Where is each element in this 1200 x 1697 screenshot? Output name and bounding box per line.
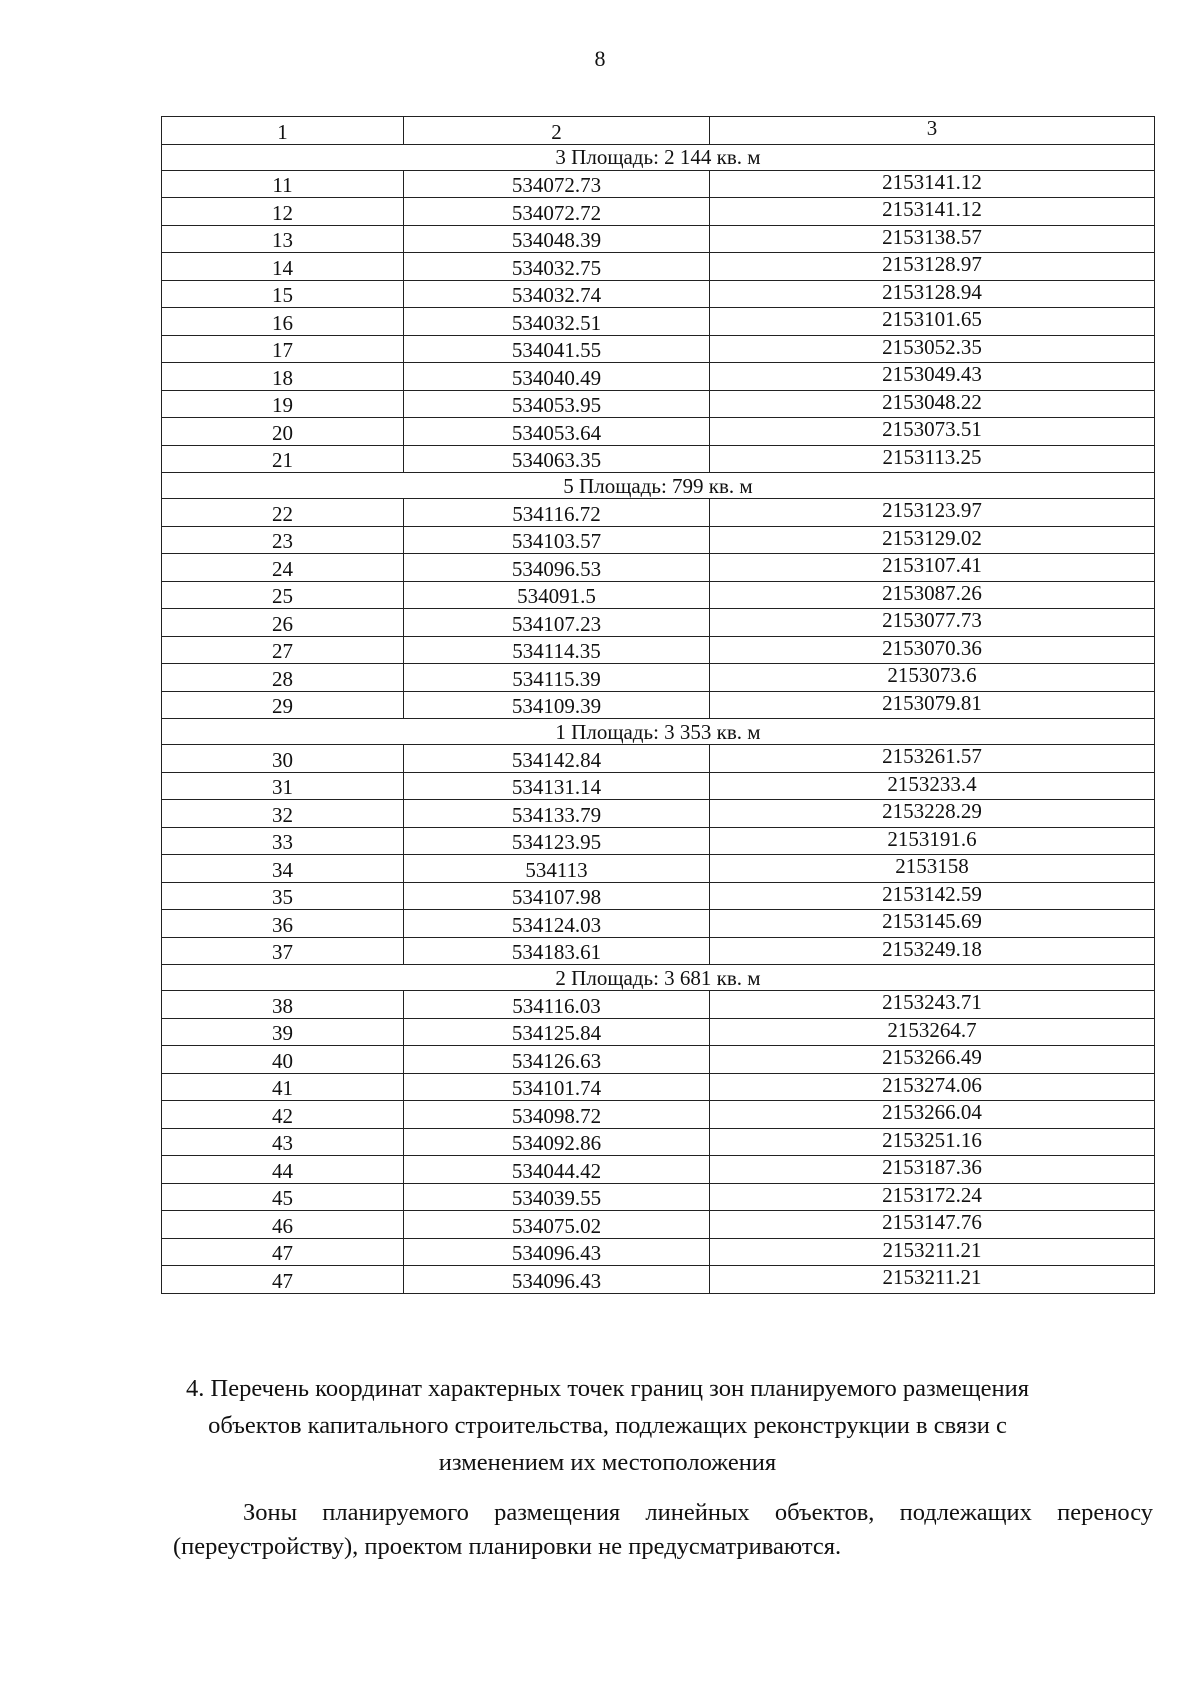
table-row <box>162 225 1155 253</box>
table-row <box>162 198 1155 226</box>
y-coordinate-cell: 2153048.22 <box>710 390 1155 418</box>
table-row <box>162 1211 1155 1239</box>
table-row <box>162 772 1155 800</box>
table-row <box>162 526 1155 554</box>
point-number-cell: 21 <box>162 445 404 473</box>
y-coordinate-cell: 2153141.12 <box>710 170 1155 198</box>
x-coordinate-cell: 534133.79 <box>404 800 710 828</box>
section-title: 5 Площадь: 799 кв. м <box>162 473 1155 499</box>
x-coordinate-cell: 534101.74 <box>404 1073 710 1101</box>
x-coordinate-cell: 534048.39 <box>404 225 710 253</box>
y-coordinate-cell: 2153266.49 <box>710 1046 1155 1074</box>
table-row <box>162 499 1155 527</box>
table-row <box>162 1183 1155 1211</box>
table-row <box>162 910 1155 938</box>
x-coordinate-cell: 534109.39 <box>404 691 710 719</box>
table-row <box>162 418 1155 446</box>
y-coordinate-cell: 2153249.18 <box>710 937 1155 965</box>
table-row <box>162 390 1155 418</box>
y-coordinate-cell: 2153077.73 <box>710 609 1155 637</box>
table-row <box>162 1018 1155 1046</box>
x-coordinate-cell: 534096.43 <box>404 1266 710 1294</box>
x-coordinate-cell: 534072.73 <box>404 170 710 198</box>
y-coordinate-cell: 2153129.02 <box>710 526 1155 554</box>
table-header-row <box>162 117 1155 145</box>
x-coordinate-cell: 534032.75 <box>404 253 710 281</box>
table-row <box>162 827 1155 855</box>
table-row <box>162 1266 1155 1294</box>
body-paragraph: Зоны планируемого размещения линейных объектов, подлежащих переносу (переустройству), проектом планировки не предусматриваются. <box>173 1499 1153 1560</box>
point-number-cell: 39 <box>162 1018 404 1046</box>
point-number-cell: 22 <box>162 499 404 527</box>
x-coordinate-cell: 534131.14 <box>404 772 710 800</box>
y-coordinate-cell: 2153079.81 <box>710 691 1155 719</box>
point-number-cell: 43 <box>162 1128 404 1156</box>
x-coordinate-cell: 534116.03 <box>404 991 710 1019</box>
y-coordinate-cell: 2153158 <box>710 855 1155 883</box>
y-coordinate-cell: 2153172.24 <box>710 1183 1155 1211</box>
table-row <box>162 1073 1155 1101</box>
point-number-cell: 31 <box>162 772 404 800</box>
table-row <box>162 581 1155 609</box>
x-coordinate-cell: 534075.02 <box>404 1211 710 1239</box>
y-coordinate-cell: 2153052.35 <box>710 335 1155 363</box>
x-coordinate-cell: 534072.72 <box>404 198 710 226</box>
table-row <box>162 855 1155 883</box>
table-row <box>162 363 1155 391</box>
x-coordinate-cell: 534124.03 <box>404 910 710 938</box>
section-heading: 4. Перечень координат характерных точек границ зон планируемого размещения объектов капитального строительства, подлежащих реконструкции в связи с изменением их местоположения <box>186 1375 1029 1476</box>
point-number-cell: 35 <box>162 882 404 910</box>
y-coordinate-cell: 2153233.4 <box>710 772 1155 800</box>
table-row <box>162 664 1155 692</box>
table-row <box>162 253 1155 281</box>
table-row <box>162 335 1155 363</box>
table-row <box>162 170 1155 198</box>
point-number-cell: 15 <box>162 280 404 308</box>
x-coordinate-cell: 534091.5 <box>404 581 710 609</box>
x-coordinate-cell: 534092.86 <box>404 1128 710 1156</box>
x-coordinate-cell: 534123.95 <box>404 827 710 855</box>
point-number-cell: 14 <box>162 253 404 281</box>
point-number-cell: 24 <box>162 554 404 582</box>
y-coordinate-cell: 2153264.7 <box>710 1018 1155 1046</box>
y-coordinate-cell: 2153251.16 <box>710 1128 1155 1156</box>
x-coordinate-cell: 534107.98 <box>404 882 710 910</box>
point-number-cell: 27 <box>162 636 404 664</box>
y-coordinate-cell: 2153113.25 <box>710 445 1155 473</box>
y-coordinate-cell: 2153070.36 <box>710 636 1155 664</box>
point-number-cell: 30 <box>162 745 404 773</box>
x-coordinate-cell: 534142.84 <box>404 745 710 773</box>
point-number-cell: 12 <box>162 198 404 226</box>
y-coordinate-cell: 2153128.97 <box>710 253 1155 281</box>
y-coordinate-cell: 2153145.69 <box>710 910 1155 938</box>
y-coordinate-cell: 2153138.57 <box>710 225 1155 253</box>
point-number-cell: 47 <box>162 1238 404 1266</box>
x-coordinate-cell: 534116.72 <box>404 499 710 527</box>
y-coordinate-cell: 2153228.29 <box>710 800 1155 828</box>
column-header: 1 <box>162 117 404 145</box>
table-row <box>162 308 1155 336</box>
table-row <box>162 691 1155 719</box>
y-coordinate-cell: 2153073.6 <box>710 664 1155 692</box>
point-number-cell: 20 <box>162 418 404 446</box>
x-coordinate-cell: 534044.42 <box>404 1156 710 1184</box>
x-coordinate-cell: 534096.53 <box>404 554 710 582</box>
column-header: 2 <box>404 117 710 145</box>
x-coordinate-cell: 534098.72 <box>404 1101 710 1129</box>
y-coordinate-cell: 2153073.51 <box>710 418 1155 446</box>
x-coordinate-cell: 534114.35 <box>404 636 710 664</box>
table-row <box>162 445 1155 473</box>
x-coordinate-cell: 534053.95 <box>404 390 710 418</box>
point-number-cell: 26 <box>162 609 404 637</box>
x-coordinate-cell: 534103.57 <box>404 526 710 554</box>
x-coordinate-cell: 534107.23 <box>404 609 710 637</box>
x-coordinate-cell: 534063.35 <box>404 445 710 473</box>
section-row <box>162 719 1155 745</box>
point-number-cell: 23 <box>162 526 404 554</box>
table-row <box>162 937 1155 965</box>
x-coordinate-cell: 534032.74 <box>404 280 710 308</box>
x-coordinate-cell: 534126.63 <box>404 1046 710 1074</box>
y-coordinate-cell: 2153187.36 <box>710 1156 1155 1184</box>
point-number-cell: 36 <box>162 910 404 938</box>
point-number-cell: 33 <box>162 827 404 855</box>
table-row <box>162 1101 1155 1129</box>
point-number-cell: 42 <box>162 1101 404 1129</box>
point-number-cell: 46 <box>162 1211 404 1239</box>
point-number-cell: 32 <box>162 800 404 828</box>
section-row <box>162 144 1155 170</box>
y-coordinate-cell: 2153107.41 <box>710 554 1155 582</box>
point-number-cell: 13 <box>162 225 404 253</box>
point-number-cell: 45 <box>162 1183 404 1211</box>
table-row <box>162 882 1155 910</box>
point-number-cell: 40 <box>162 1046 404 1074</box>
y-coordinate-cell: 2153211.21 <box>710 1266 1155 1294</box>
y-coordinate-cell: 2153141.12 <box>710 198 1155 226</box>
section-title: 2 Площадь: 3 681 кв. м <box>162 965 1155 991</box>
x-coordinate-cell: 534039.55 <box>404 1183 710 1211</box>
y-coordinate-cell: 2153101.65 <box>710 308 1155 336</box>
table-row <box>162 1238 1155 1266</box>
table-row <box>162 636 1155 664</box>
table-row <box>162 991 1155 1019</box>
y-coordinate-cell: 2153274.06 <box>710 1073 1155 1101</box>
x-coordinate-cell: 534096.43 <box>404 1238 710 1266</box>
table-row <box>162 1128 1155 1156</box>
point-number-cell: 38 <box>162 991 404 1019</box>
point-number-cell: 37 <box>162 937 404 965</box>
column-header: 3 <box>710 117 1155 145</box>
x-coordinate-cell: 534040.49 <box>404 363 710 391</box>
section-row <box>162 473 1155 499</box>
section-title: 1 Площадь: 3 353 кв. м <box>162 719 1155 745</box>
point-number-cell: 16 <box>162 308 404 336</box>
y-coordinate-cell: 2153266.04 <box>710 1101 1155 1129</box>
point-number-cell: 47 <box>162 1266 404 1294</box>
y-coordinate-cell: 2153147.76 <box>710 1211 1155 1239</box>
point-number-cell: 11 <box>162 170 404 198</box>
y-coordinate-cell: 2153261.57 <box>710 745 1155 773</box>
table-row <box>162 1046 1155 1074</box>
page-number: 8 <box>594 46 606 71</box>
y-coordinate-cell: 2153128.94 <box>710 280 1155 308</box>
x-coordinate-cell: 534125.84 <box>404 1018 710 1046</box>
table-row <box>162 280 1155 308</box>
y-coordinate-cell: 2153211.21 <box>710 1238 1155 1266</box>
y-coordinate-cell: 2153142.59 <box>710 882 1155 910</box>
point-number-cell: 28 <box>162 664 404 692</box>
point-number-cell: 41 <box>162 1073 404 1101</box>
y-coordinate-cell: 2153191.6 <box>710 827 1155 855</box>
y-coordinate-cell: 2153087.26 <box>710 581 1155 609</box>
point-number-cell: 18 <box>162 363 404 391</box>
point-number-cell: 34 <box>162 855 404 883</box>
y-coordinate-cell: 2153123.97 <box>710 499 1155 527</box>
table-row <box>162 554 1155 582</box>
table-row <box>162 745 1155 773</box>
point-number-cell: 19 <box>162 390 404 418</box>
x-coordinate-cell: 534053.64 <box>404 418 710 446</box>
y-coordinate-cell: 2153049.43 <box>710 363 1155 391</box>
table-row <box>162 800 1155 828</box>
table-row <box>162 609 1155 637</box>
table-row <box>162 1156 1155 1184</box>
section-row <box>162 965 1155 991</box>
table-body <box>162 144 1155 1293</box>
x-coordinate-cell: 534032.51 <box>404 308 710 336</box>
coordinates-table <box>161 116 1155 1294</box>
x-coordinate-cell: 534115.39 <box>404 664 710 692</box>
x-coordinate-cell: 534113 <box>404 855 710 883</box>
y-coordinate-cell: 2153243.71 <box>710 991 1155 1019</box>
point-number-cell: 44 <box>162 1156 404 1184</box>
x-coordinate-cell: 534183.61 <box>404 937 710 965</box>
point-number-cell: 25 <box>162 581 404 609</box>
x-coordinate-cell: 534041.55 <box>404 335 710 363</box>
point-number-cell: 29 <box>162 691 404 719</box>
section-title: 3 Площадь: 2 144 кв. м <box>162 144 1155 170</box>
point-number-cell: 17 <box>162 335 404 363</box>
